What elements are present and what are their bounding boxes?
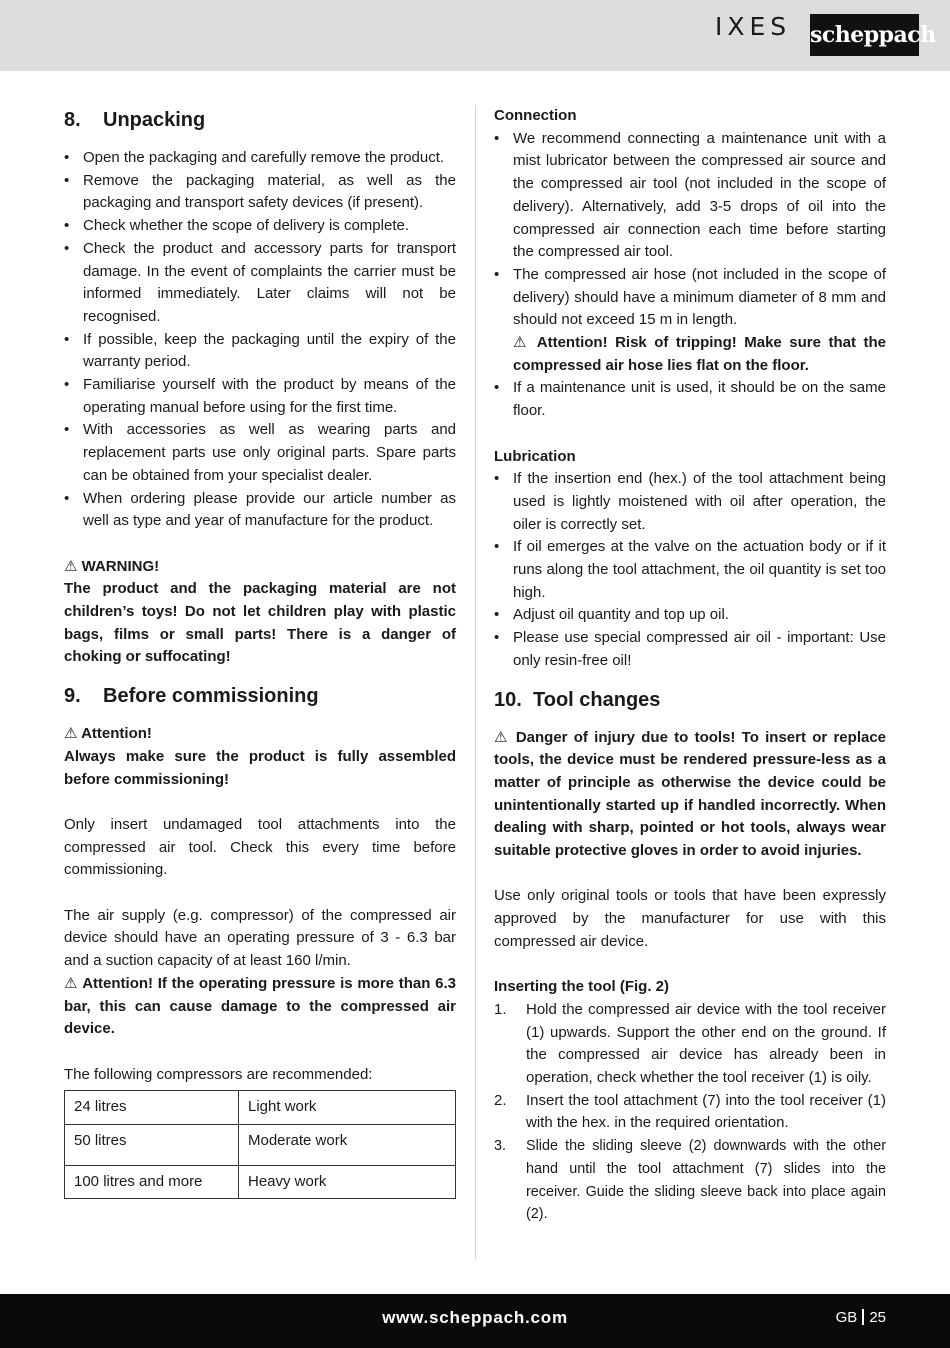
page-header	[0, 0, 950, 71]
list-item: • Check whether the scope of delivery is complete.	[64, 215, 456, 238]
attention-heading: ⚠ Attention!	[64, 725, 152, 743]
page-footer	[0, 1294, 950, 1348]
unpacking-list	[64, 147, 456, 533]
warning-text: The product and the packaging material are not children’s toys! Do not let children play with plastic bags, films or small parts! There is a danger of choking or suffocating!	[64, 580, 456, 666]
list-item: • The compressed air hose (not included in the scope of delivery) should have a minimum diameter of 8 mm and should not exceed 15 m in length. ⚠ Attention! Risk of tripping! Make sure that the compressed air hose lies flat on the floor.	[494, 264, 886, 378]
table-cell: 100 litres and more	[65, 1165, 239, 1199]
table-cell: 50 litres	[65, 1125, 239, 1166]
list-item: • If oil emerges at the valve on the actuation body or if it runs along the tool attachment, the oil quantity is set too high.	[494, 536, 886, 604]
table-row	[65, 1091, 456, 1125]
list-item: • With accessories as well as wearing parts and replacement parts use only original parts. Spare parts can be obtained from your specialist dealer.	[64, 419, 456, 487]
paragraph: Only insert undamaged tool attachments into the compressed air tool. Check this every time before commissioning.	[64, 815, 456, 879]
list-item: 3. Slide the sliding sleeve (2) downwards with the other hand until the tool attachment (7) slides into the receiver. Guide the sliding sleeve back into place again (2).	[494, 1138, 886, 1223]
inserting-heading: Inserting the tool (Fig. 2)	[494, 978, 669, 996]
paragraph: Use only original tools or tools that have been expressly approved by the manufacturer for use with this compressed air device.	[494, 887, 886, 950]
footer-url[interactable]: www.scheppach.com	[382, 1308, 568, 1327]
list-item: 2. Insert the tool attachment (7) into the tool receiver (1) with the hex. in the required orientation.	[494, 1091, 886, 1132]
scheppach-logo: scheppach	[810, 14, 919, 56]
warning-triangle-icon: ⚠	[494, 728, 510, 746]
section-10-heading: 10. Tool changes	[494, 688, 661, 711]
column-divider	[475, 105, 476, 1260]
list-item: • Adjust oil quantity and top up oil.	[494, 604, 886, 627]
attention-text: Always make sure the product is fully assembled before commissioning!	[64, 747, 456, 788]
connection-heading: Connection	[494, 107, 577, 124]
lubrication-heading: Lubrication	[494, 447, 576, 465]
steps-list	[494, 999, 886, 1226]
compressor-table	[64, 1090, 456, 1199]
ixes-logo: IXES	[715, 12, 792, 41]
list-item: • We recommend connecting a maintenance unit with a mist lubricator between the compressed air source and the compressed air tool (not included in the scope of delivery). Alternatively, add 3-5 drops of oil into the compressed air connection each time before starting the compressed air tool.	[494, 128, 886, 264]
pressure-warning: ⚠ Attention! If the operating pressure is more than 6.3 bar, this can cause damage to the compressed air device.	[64, 974, 456, 1038]
table-cell: 24 litres	[65, 1091, 239, 1125]
paragraph: The following compressors are recommended:	[64, 1065, 373, 1083]
danger-text: ⚠ Danger of injury due to tools! To insert or replace tools, the device must be rendered pressure-less as a matter of principle as otherwise the device could be unintentionally started up if handled incorrectly. When dealing with sharp, pointed or hot tools, always wear suitable protective gloves in order to avoid injuries.	[494, 728, 887, 860]
list-item: 1. Hold the compressed air device with the tool receiver (1) upwards. Support the other end on the ground. If the compressed air device has already been in operation, check whether the tool receiver (1) is oily.	[494, 1000, 886, 1087]
lubrication-list	[494, 468, 886, 672]
list-item: • Remove the packaging material, as well as the packaging and transport safety devices (if present).	[64, 170, 456, 215]
table-row	[65, 1165, 456, 1199]
connection-list	[494, 128, 886, 423]
table-cell: Heavy work	[239, 1165, 456, 1199]
warning-triangle-icon: ⚠	[64, 974, 79, 992]
table-cell: Light work	[239, 1091, 456, 1125]
warning-heading: ⚠ WARNING!	[64, 557, 160, 575]
warning-triangle-icon: ⚠	[64, 725, 78, 743]
section-8-heading: 8. Unpacking	[64, 109, 206, 131]
list-item: • Check the product and accessory parts for transport damage. In the event of complaints the carrier must be informed immediately. Later claims will not be recognised.	[64, 238, 456, 329]
section-9-heading: 9. Before commissioning	[64, 685, 319, 708]
list-item: • If possible, keep the packaging until the expiry of the warranty period.	[64, 329, 456, 374]
list-item: • Familiarise yourself with the product by means of the operating manual before using for the first time.	[64, 374, 456, 419]
paragraph: The air supply (e.g. compressor) of the compressed air device should have an operating pressure of 3 - 6.3 bar and a suction capacity of at least 160 l/min.	[64, 906, 456, 970]
list-item: • Please use special compressed air oil - important: Use only resin-free oil!	[494, 627, 886, 672]
list-item: • Open the packaging and carefully remove the product.	[64, 147, 456, 170]
warning-triangle-icon: ⚠	[64, 557, 78, 575]
table-row	[65, 1125, 456, 1166]
list-item: • If a maintenance unit is used, it should be on the same floor.	[494, 377, 886, 422]
list-item: • When ordering please provide our article number as well as type and year of manufacture for the product.	[64, 488, 456, 533]
page-number: GB 25	[835, 1309, 886, 1326]
table-cell: Moderate work	[239, 1125, 456, 1166]
list-item: • If the insertion end (hex.) of the tool attachment being used is lightly moistened with oil after operation, the oiler is correctly set.	[494, 468, 886, 536]
left-column	[64, 105, 456, 1199]
right-column	[494, 105, 886, 1226]
warning-triangle-icon: ⚠	[513, 334, 530, 352]
